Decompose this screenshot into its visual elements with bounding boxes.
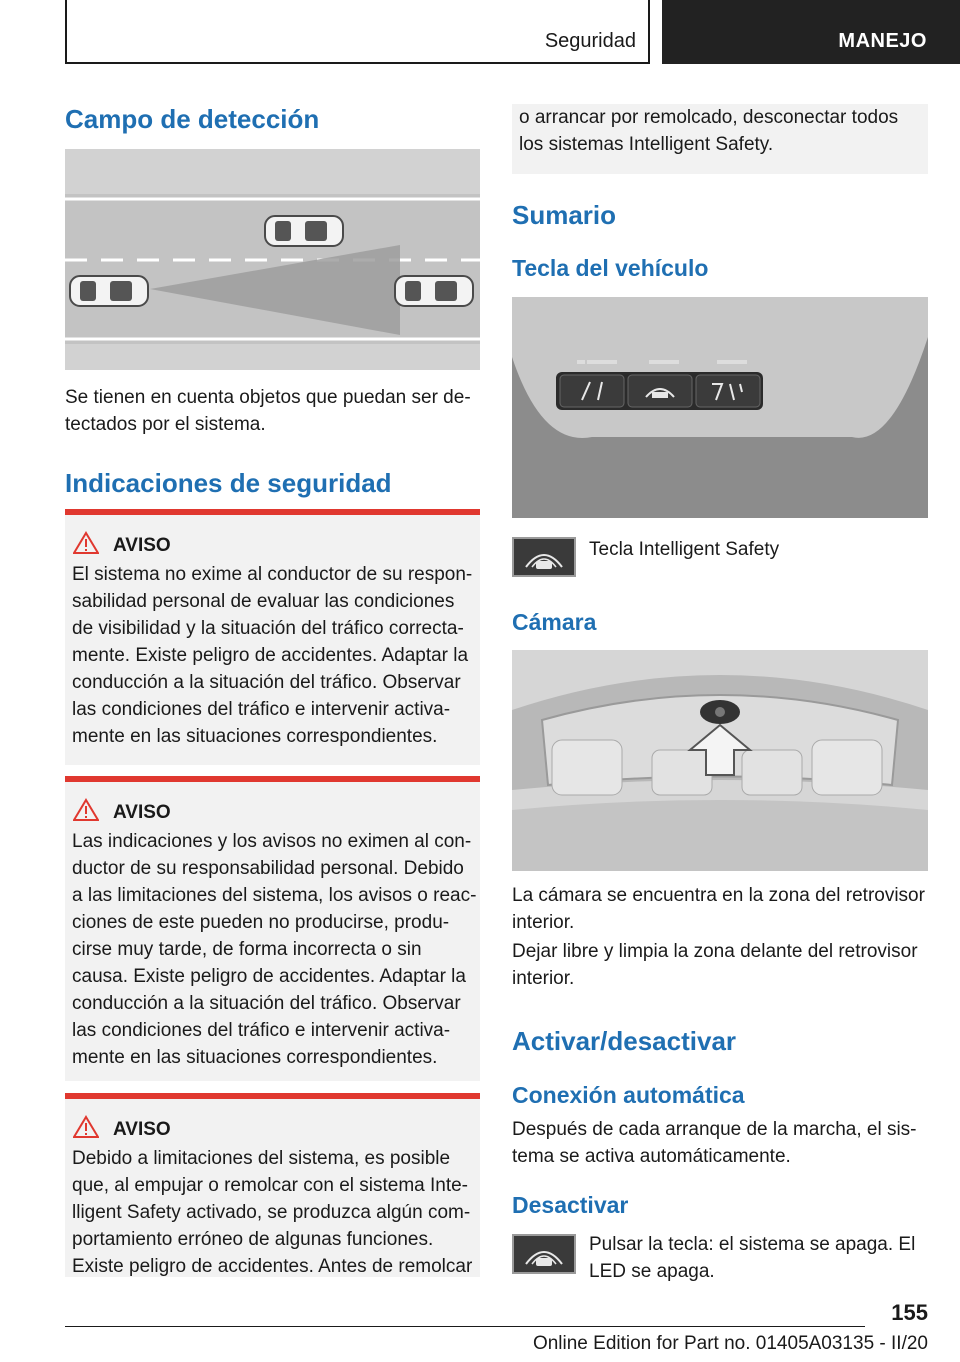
campo-description: Se tienen en cuenta objetos que puedan ser de- tectados por el sistema. bbox=[65, 387, 471, 435]
camara-text-2: Dejar libre y limpia la zona delante del retrovisor interior. bbox=[512, 941, 918, 989]
tecla-caption: Tecla Intelligent Safety bbox=[589, 539, 780, 560]
warning-box-1 bbox=[65, 509, 480, 765]
title-campo-deteccion: Campo de detección bbox=[65, 104, 320, 134]
camera-location-svg bbox=[512, 650, 928, 871]
intelligent-safety-button-icon bbox=[512, 1234, 576, 1274]
warning-label: AVISO bbox=[113, 535, 171, 556]
warning-bar bbox=[65, 776, 480, 782]
warning-triangle-icon bbox=[73, 798, 99, 822]
header-bottom-rule bbox=[65, 62, 650, 64]
title-desactivar: Desactivar bbox=[512, 1192, 629, 1218]
title-activar-desactivar: Activar/desactivar bbox=[512, 1026, 737, 1056]
warning-label: AVISO bbox=[113, 802, 171, 823]
footer-edition: Online Edition for Part no. 01405A03135 - II/20 bbox=[532, 1333, 928, 1354]
header-section-label: Seguridad bbox=[544, 30, 636, 52]
warning-text: Debido a limitaciones del sistema, es posible que, al empujar o remolcar con el sistema Inte- lligent Safety activado, se produzca algún com- portamiento erróneo de algunas funciones. Existe peligro de accidentes. Antes de remolcar bbox=[72, 1148, 473, 1277]
camera-location-photo bbox=[512, 650, 928, 871]
warning-triangle-icon bbox=[73, 1115, 99, 1139]
warning-triangle-icon bbox=[73, 531, 99, 555]
header-right-rule bbox=[648, 0, 650, 64]
car-front bbox=[395, 276, 473, 306]
intelligent-safety-button-icon bbox=[512, 537, 576, 577]
page-number: 155 bbox=[891, 1300, 928, 1325]
footer-rule bbox=[65, 1326, 865, 1327]
header-left-rule bbox=[65, 0, 67, 64]
car-warning-icon bbox=[514, 1236, 574, 1272]
warning-label: AVISO bbox=[113, 1119, 171, 1140]
warning-bar bbox=[65, 1093, 480, 1099]
warning-continuation-text: o arrancar por remolcado, desconectar todos los sistemas Intelligent Safety. bbox=[519, 107, 899, 155]
desactivar-text: Pulsar la tecla: el sistema se apaga. El LED se apaga. bbox=[589, 1234, 916, 1282]
warning-text: El sistema no exime al conductor de su respon- sabilidad personal de evaluar las condiciones de visibilidad y la situación del tráfico correcta- mente. Existe peligro de accidentes. Adaptar la conducción a la situación del tráfico. Observar las condiciones del tráfico e intervenir activa- mente en las situaciones correspondientes. bbox=[72, 564, 473, 747]
vehicle-button-photo bbox=[512, 297, 928, 518]
detection-field-svg bbox=[65, 149, 480, 370]
title-indicaciones: Indicaciones de seguridad bbox=[65, 468, 392, 498]
header-chapter-tab[interactable] bbox=[662, 0, 960, 64]
conexion-text: Después de cada arranque de la marcha, el sis- tema se activa automáticamente. bbox=[512, 1119, 917, 1167]
warning-text: Las indicaciones y los avisos no eximen al con- ductor de su responsabilidad personal. Debido a las limitaciones del sistema, los avisos o reac- ciones de este pueden no producirse, produ- cirse muy tarde, de forma incorrecta o sin causa. Existe peligro de accidentes. Adaptar la conducción a la situación del tráfico. Observar las condiciones del tráfico e intervenir activa- mente en las situaciones correspondientes. bbox=[72, 831, 477, 1068]
warning-box-3 bbox=[65, 1093, 480, 1277]
car-rear bbox=[70, 276, 148, 306]
detection-field-illustration bbox=[65, 149, 480, 370]
car-warning-icon bbox=[514, 539, 574, 575]
vehicle-button-svg bbox=[512, 297, 928, 518]
camara-text-1: La cámara se encuentra en la zona del retrovisor interior. bbox=[512, 885, 925, 933]
title-sumario: Sumario bbox=[512, 200, 617, 230]
warning-bar bbox=[65, 509, 480, 515]
title-tecla-vehiculo: Tecla del vehículo bbox=[512, 255, 709, 281]
car-top bbox=[265, 216, 343, 246]
title-conexion-automatica: Conexión automática bbox=[512, 1082, 745, 1108]
header-chapter-label: MANEJO bbox=[838, 30, 927, 52]
warning-continuation-box bbox=[512, 104, 928, 174]
warning-box-2 bbox=[65, 776, 480, 1081]
title-camara: Cámara bbox=[512, 609, 597, 635]
